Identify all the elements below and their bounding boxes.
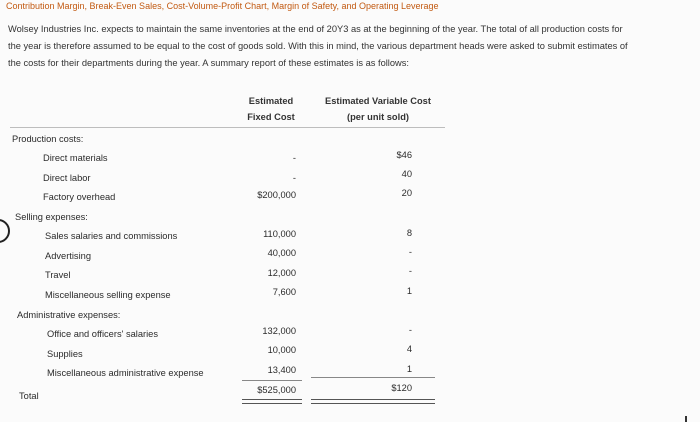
row-label-total: Total [19, 391, 39, 401]
variable-direct-labor: 40 [401, 169, 412, 179]
page-title: Contribution Margin, Break-Even Sales, Cost-Volume-Profit Chart, Margin of Safety, and Operating Leverage [6, 1, 439, 11]
variable-misc-admin: 1 [406, 364, 412, 374]
row-label-direct-materials: Direct materials [43, 153, 108, 163]
row-label-office-salaries: Office and officers' salaries [47, 329, 158, 339]
variable-total: $120 [391, 383, 412, 393]
variable-supplies: 4 [406, 344, 412, 354]
fixed-misc-selling: 7,600 [272, 287, 296, 297]
section-label-selling: Selling expenses: [15, 212, 88, 222]
intro-paragraph [8, 21, 696, 72]
variable-sales-salaries: 8 [406, 228, 412, 238]
fixed-sales-salaries: 110,000 [263, 229, 296, 239]
fixed-misc-admin: 13,400 [267, 365, 296, 375]
row-label-direct-labor: Direct labor [43, 173, 91, 183]
section-label-production: Production costs: [12, 134, 84, 144]
fixed-cost-header-line1: Estimated [248, 96, 294, 106]
fixed-subtotal-rule [242, 380, 302, 381]
row-label-factory-overhead: Factory overhead [43, 192, 116, 202]
variable-factory-overhead: 20 [401, 188, 412, 198]
row-label-misc-admin: Miscellaneous administrative expense [47, 368, 204, 378]
row-label-advertising: Advertising [45, 251, 91, 261]
row-label-travel: Travel [45, 270, 71, 280]
variable-cost-header-line2: (per unit sold) [347, 112, 409, 122]
fixed-cost-header-line2: Fixed Cost [247, 112, 295, 122]
fixed-cost-header [236, 93, 306, 125]
header-rule [10, 127, 445, 128]
fixed-travel: 12,000 [267, 268, 296, 278]
fixed-direct-labor: - [292, 173, 296, 183]
fixed-advertising: 40,000 [267, 248, 296, 258]
variable-cost-header-line1: Estimated Variable Cost [325, 96, 431, 106]
fixed-factory-overhead: $200,000 [257, 190, 296, 200]
variable-travel: - [408, 266, 412, 276]
variable-misc-selling: 1 [406, 286, 412, 296]
intro-line: the costs for their departments during the year. A summary report of these estimates is as follows: [8, 58, 409, 68]
row-label-misc-selling: Miscellaneous selling expense [45, 290, 171, 300]
section-label-administrative: Administrative expenses: [17, 310, 121, 320]
radio-circle-icon [0, 219, 10, 243]
variable-subtotal-rule [311, 377, 435, 378]
fixed-total-double-rule [242, 399, 302, 404]
fixed-supplies: 10,000 [267, 345, 296, 355]
variable-total-double-rule [311, 399, 435, 404]
intro-line: Wolsey Industries Inc. expects to maintain the same inventories at the end of 20Y3 as at the beginning of the year. The total of all production costs for [8, 24, 623, 34]
fixed-total: $525,000 [257, 385, 296, 395]
variable-cost-header [313, 93, 443, 125]
corner-mark [685, 416, 687, 422]
variable-direct-materials: $46 [396, 150, 412, 160]
row-label-supplies: Supplies [47, 349, 83, 359]
fixed-direct-materials: - [292, 153, 296, 163]
fixed-office-salaries: 132,000 [262, 326, 296, 336]
variable-advertising: - [408, 247, 412, 257]
intro-line: the year is therefore assumed to be equal to the cost of goods sold. With this in mind, the various department heads were asked to submit estimates of [8, 41, 628, 51]
variable-office-salaries: - [408, 325, 412, 335]
row-label-sales-salaries: Sales salaries and commissions [45, 231, 178, 241]
